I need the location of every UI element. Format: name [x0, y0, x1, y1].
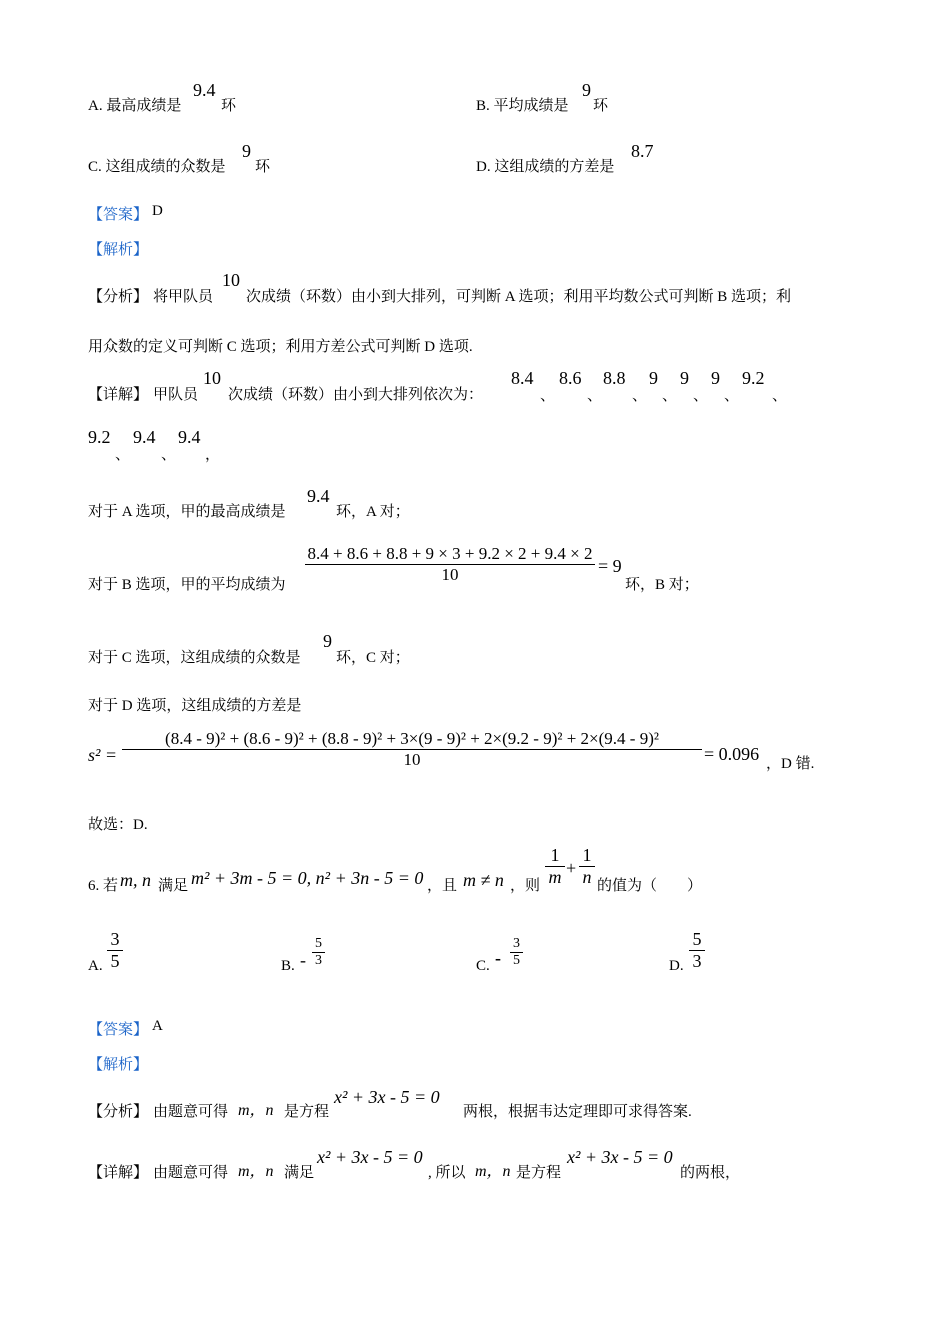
- c-analysis-text-2: 环，C 对；: [336, 650, 410, 666]
- c-analysis-value: 9: [323, 631, 332, 651]
- q6-option-c-label: C.: [476, 958, 490, 974]
- q6-frac-1m-den: m: [548, 867, 562, 887]
- q6-option-b-num: 5: [315, 936, 322, 951]
- d-analysis-text: 对于 D 选项，这组成绩的方差是: [88, 698, 302, 714]
- q6-detail-mn: m，n: [238, 1163, 274, 1180]
- sorted-value-4: 9: [649, 368, 658, 388]
- q6-frac-1m: [545, 845, 565, 888]
- q6-answer-tag: 【答案】: [88, 1022, 149, 1038]
- q6-detail-equation-2: x² + 3x - 5 = 0: [567, 1147, 673, 1167]
- sorted-comma: ，: [205, 447, 221, 463]
- option-b-value: 9: [582, 80, 591, 100]
- b-mean-numerator: 8.4 + 8.6 + 8.8 + 9 × 3 + 9.2 × 2 + 9.4 × 2: [307, 544, 593, 563]
- variance-numerator: (8.4 - 9)² + (8.6 - 9)² + (8.8 - 9)² + 3×(9 - 9)² + 2×(9.2 - 9)² + 2×(9.4 - 9)²: [165, 729, 659, 748]
- sorted-sep-3: 、: [632, 388, 648, 404]
- q6-neq: m ≠ n: [463, 870, 504, 890]
- q6-stem-b: 满足: [158, 878, 189, 894]
- detail-text-1a: 甲队员: [153, 387, 199, 403]
- sorted-sep-9: 、: [161, 447, 177, 463]
- sorted-value-8: 9.2: [88, 427, 111, 447]
- q6-detail-text-b: 满足: [284, 1165, 315, 1181]
- q6-equations: m² + 3m - 5 = 0, n² + 3n - 5 = 0: [191, 868, 424, 888]
- sorted-value-3: 8.8: [603, 368, 626, 388]
- sorted-sep-1: 、: [540, 388, 556, 404]
- sorted-value-7: 9.2: [742, 368, 765, 388]
- q6-option-d-fraction: [689, 929, 705, 972]
- q6-detail-text-d: 是方程: [516, 1165, 562, 1181]
- option-c-value: 9: [242, 141, 251, 161]
- option-c-unit: 环: [255, 159, 271, 175]
- q6-option-d-label: D.: [669, 958, 684, 974]
- q6-fenxi-tag: 【分析】: [88, 1104, 149, 1120]
- q6-frac-1n-den: n: [582, 867, 592, 887]
- q6-analysis-tag: 【解析】: [88, 1057, 149, 1073]
- sorted-sep-7: 、: [772, 388, 788, 404]
- detail-text-1b: 次成绩（环数）由小到大排列依次为：: [228, 387, 484, 403]
- q6-frac-1n-num: 1: [582, 845, 592, 865]
- q6-option-c-num: 3: [513, 936, 520, 951]
- q6-option-c-sign: -: [495, 948, 501, 968]
- q6-detail-mn-2: m，n: [475, 1163, 511, 1180]
- detail-tag: 【详解】: [88, 387, 149, 403]
- a-analysis-text-2: 环，A 对；: [336, 504, 410, 520]
- b-analysis-text-1: 对于 B 选项，甲的平均成绩为: [88, 577, 286, 593]
- q6-option-b-fraction: [312, 936, 325, 969]
- option-d-text: D. 这组成绩的方差是: [476, 159, 615, 175]
- q6-mn: m, n: [120, 870, 151, 890]
- q6-stem-d: ，则: [510, 878, 541, 894]
- option-a-unit: 环: [221, 98, 237, 114]
- final-choice: 故选：D.: [88, 817, 148, 833]
- answer-tag: 【答案】: [88, 207, 149, 223]
- sorted-value-9: 9.4: [133, 427, 156, 447]
- c-analysis-text-1: 对于 C 选项，这组成绩的众数是: [88, 650, 301, 666]
- q6-frac-1m-num: 1: [550, 845, 560, 865]
- fenxi-tag: 【分析】: [88, 289, 149, 305]
- option-b-unit: 环: [593, 98, 609, 114]
- q6-fenxi-text-a: 由题意可得: [153, 1104, 229, 1120]
- q6-stem-c: ，且: [427, 878, 458, 894]
- fenxi-text-1b: 次成绩（环数）由小到大排列，可判断 A 选项；利用平均数公式可判断 B 选项；利: [246, 289, 792, 305]
- q6-option-a-label: A.: [88, 958, 103, 974]
- q6-option-a-den: 5: [110, 951, 120, 971]
- fenxi-text-2: 用众数的定义可判断 C 选项；利用方差公式可判断 D 选项.: [88, 339, 473, 355]
- q6-option-a-num: 3: [110, 929, 120, 949]
- q6-detail-text-e: 的两根，: [680, 1165, 741, 1181]
- sorted-sep-6: 、: [724, 388, 740, 404]
- a-analysis-text-1: 对于 A 选项，甲的最高成绩是: [88, 504, 286, 520]
- sorted-value-5: 9: [680, 368, 689, 388]
- q6-option-b-label: B.: [281, 958, 295, 974]
- option-a-value: 9.4: [193, 80, 216, 100]
- option-c-text: C. 这组成绩的众数是: [88, 159, 226, 175]
- a-analysis-value: 9.4: [307, 486, 330, 506]
- b-mean-denominator: 10: [441, 565, 459, 584]
- variance-result: = 0.096: [704, 744, 760, 764]
- b-mean-result: = 9: [598, 556, 622, 576]
- option-d-value: 8.7: [631, 141, 654, 161]
- q6-fenxi-text-c: 两根，根据韦达定理即可求得答案.: [463, 1104, 692, 1120]
- q6-detail-equation-1: x² + 3x - 5 = 0: [317, 1147, 423, 1167]
- q6-stem-e: 的值为（ ）: [597, 878, 703, 894]
- sorted-value-1: 8.4: [511, 368, 534, 388]
- q6-detail-tag: 【详解】: [88, 1165, 149, 1181]
- b-analysis-text-2: 环，B 对；: [625, 577, 699, 593]
- q6-detail-text-a: 由题意可得: [153, 1165, 229, 1181]
- variance-lhs: s² =: [88, 745, 118, 765]
- sorted-sep-2: 、: [587, 388, 603, 404]
- q6-option-c-fraction: [510, 936, 523, 969]
- variance-fraction: [122, 729, 702, 770]
- q6-fenxi-equation: x² + 3x - 5 = 0: [334, 1087, 440, 1107]
- q6-option-a-fraction: [107, 929, 123, 972]
- sorted-sep-5: 、: [693, 388, 709, 404]
- analysis-tag: 【解析】: [88, 242, 149, 258]
- option-a-text: A. 最高成绩是: [88, 98, 182, 114]
- q6-stem-a: 6. 若: [88, 878, 119, 894]
- sorted-value-2: 8.6: [559, 368, 582, 388]
- sorted-sep-8: 、: [115, 447, 131, 463]
- sorted-value-6: 9: [711, 368, 720, 388]
- answer-value: D: [152, 203, 163, 219]
- fenxi-count: 10: [222, 270, 240, 290]
- option-b-text: B. 平均成绩是: [476, 98, 569, 114]
- q6-option-c-den: 5: [513, 953, 520, 968]
- variance-denominator: 10: [403, 750, 421, 769]
- b-mean-fraction: [305, 544, 595, 585]
- q6-frac-1n: [579, 845, 595, 888]
- detail-count: 10: [203, 368, 221, 388]
- q6-option-d-den: 3: [692, 951, 702, 971]
- q6-option-b-den: 3: [315, 953, 322, 968]
- q6-plus: +: [566, 858, 577, 878]
- q6-fenxi-mn: m，n: [238, 1102, 274, 1119]
- q6-detail-text-c: , 所以: [428, 1165, 466, 1181]
- q6-fenxi-text-b: 是方程: [284, 1104, 330, 1120]
- sorted-value-10: 9.4: [178, 427, 201, 447]
- sorted-sep-4: 、: [662, 388, 678, 404]
- fenxi-text-1a: 将甲队员: [153, 289, 214, 305]
- q6-answer-value: A: [152, 1018, 163, 1034]
- variance-conclusion: ，D 错.: [766, 756, 815, 772]
- q6-option-b-sign: -: [300, 950, 306, 970]
- q6-option-d-num: 5: [692, 929, 702, 949]
